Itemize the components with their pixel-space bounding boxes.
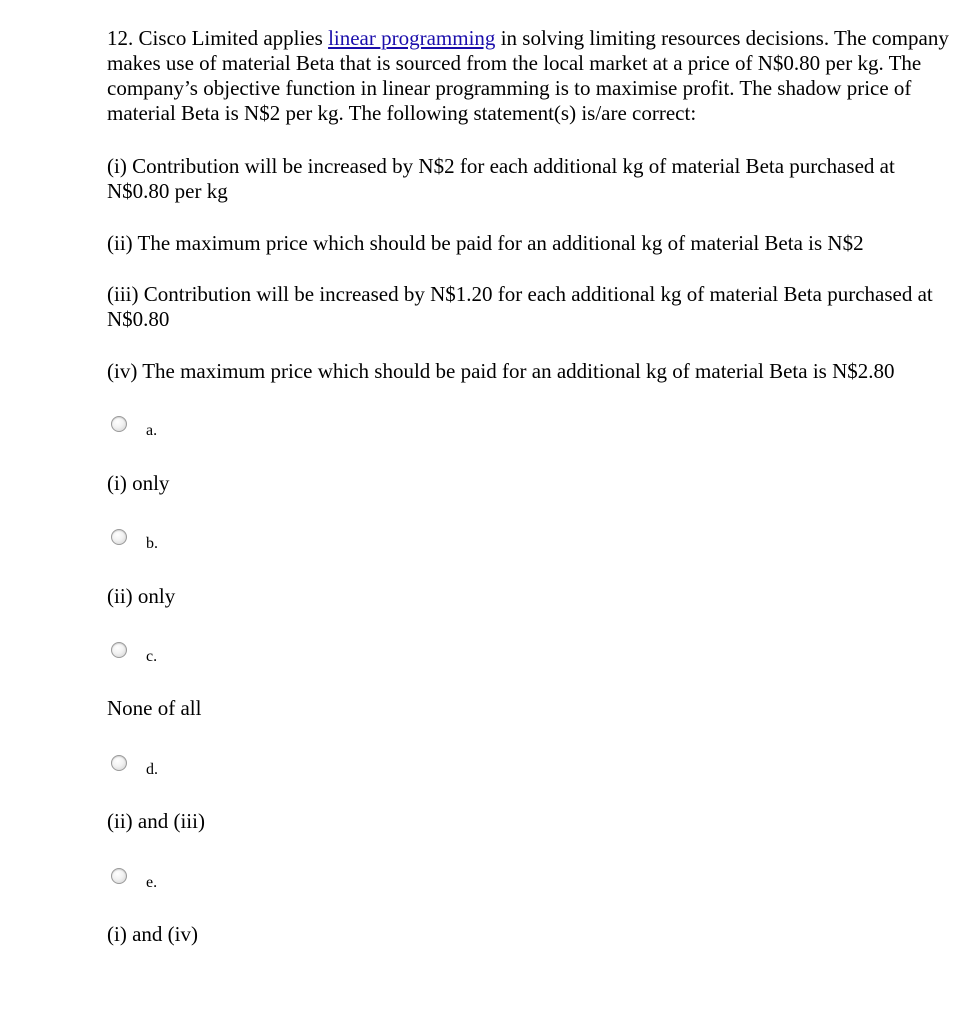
statement-iii: (iii) Contribution will be increased by N$1.20 for each additional kg of material Beta purchased at N$0.80: [107, 282, 933, 331]
option-e[interactable]: [107, 868, 307, 892]
option-text-d: (ii) and (iii): [107, 809, 205, 833]
option-letter-c: c.: [146, 648, 158, 665]
statement-i: (i) Contribution will be increased by N$2 for each additional kg of material Beta purchased at N$0.80 per kg: [107, 154, 895, 203]
question-text-start: Cisco Limited applies: [133, 26, 329, 50]
option-letter-d: d.: [146, 761, 158, 778]
radio-button-a[interactable]: [111, 416, 127, 432]
radio-button-d[interactable]: [111, 755, 127, 771]
radio-button-b[interactable]: [111, 529, 127, 545]
option-d[interactable]: [107, 755, 307, 779]
question-text-end: in solving limiting resources decisions. The company makes use of material Beta that is sourced from the local market at a price of N$0.80 per kg. The company’s objective function in linear programming is to maximise profit. The shadow price of material Beta is N$2 per kg. The following statement(s) is/are correct:: [107, 26, 949, 125]
option-text-a: (i) only: [107, 471, 170, 495]
option-letter-e: e.: [146, 874, 158, 891]
option-letter-a: a.: [146, 422, 158, 439]
radio-button-e[interactable]: [111, 868, 127, 884]
option-b[interactable]: [107, 529, 307, 553]
statement-ii: (ii) The maximum price which should be paid for an additional kg of material Beta is N$2: [107, 231, 864, 255]
option-text-e: (i) and (iv): [107, 922, 198, 946]
question-number: 12.: [107, 26, 134, 50]
option-c[interactable]: [107, 642, 307, 666]
linear-programming-link[interactable]: linear programming: [328, 26, 496, 50]
option-a[interactable]: [107, 416, 307, 440]
option-text-b: (ii) only: [107, 584, 176, 608]
question-container: [107, 26, 957, 946]
option-text-c: None of all: [107, 696, 202, 720]
radio-button-c[interactable]: [111, 642, 127, 658]
question-text: [107, 26, 957, 126]
statement-iv: (iv) The maximum price which should be paid for an additional kg of material Beta is N$2.80: [107, 359, 895, 383]
option-letter-b: b.: [146, 535, 158, 552]
